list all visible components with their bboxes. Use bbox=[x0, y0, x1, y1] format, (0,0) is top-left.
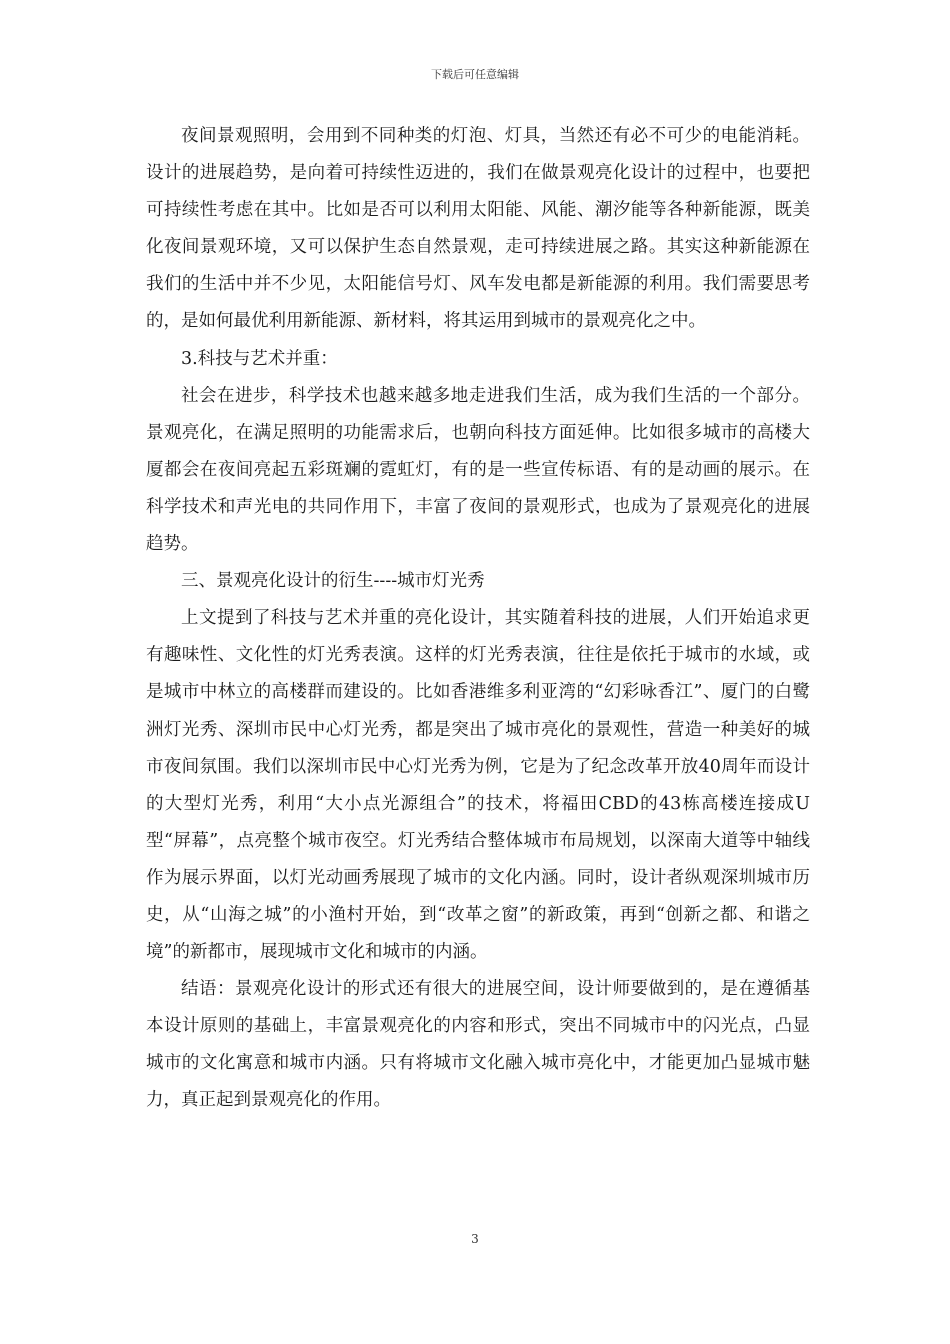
paragraph-sustainability: 夜间景观照明，会用到不同种类的灯泡、灯具，当然还有必不可少的电能消耗。设计的进展趋势，是向着可持续性迈进的，我们在做景观亮化设计的过程中，也要把可持续性考虑在其中。比如是否可以利用太阳能、风能、潮汐能等各种新能源，既美化夜间景观环境，又可以保护生态自然景观，走可持续进展之路。其实这种新能源在我们的生活中并不少见，太阳能信号灯、风车发电都是新能源的利用。我们需要思考的，是如何最优利用新能源、新材料，将其运用到城市的景观亮化之中。 bbox=[146, 126, 810, 332]
paragraph-light-show: 上文提到了科技与艺术并重的亮化设计，其实随着科技的进展，人们开始追求更有趣味性、文化性的灯光秀表演。这样的灯光秀表演，往往是依托于城市的水域，或是城市中林立的高楼群而建设的。比如香港维多利亚湾的“幻彩咏香江”、厦门的白鹭洲灯光秀、深圳市民中心灯光秀，都是突出了城市亮化的景观性，营造一种美好的城市夜间氛围。我们以深圳市民中心灯光秀为例，它是为了纪念改革开放40周年而设计的大型灯光秀，利用“大小点光源组合”的技术，将福田CBD的43栋高楼连接成U型“屏幕”，点亮整个城市夜空。灯光秀结合整体城市布局规划，以深南大道等中轴线作为展示界面，以灯光动画秀展现了城市的文化内涵。同时，设计者纵观深圳城市历史，从“山海之城”的小渔村开始，到“改革之窗”的新政策，再到“创新之都、和谐之境”的新都市，展现城市文化和城市的内涵。 bbox=[146, 608, 810, 963]
section-heading-light-show: 三、景观亮化设计的衍生----城市灯光秀 bbox=[181, 571, 485, 592]
paragraph-conclusion: 结语：景观亮化设计的形式还有很大的进展空间，设计师要做到的，是在遵循基本设计原则的基础上，丰富景观亮化的内容和形式，突出不同城市中的闪光点，凸显城市的文化寓意和城市内涵。只有将城市文化融入城市亮化中，才能更加凸显城市魅力，真正起到景观亮化的作用。 bbox=[146, 979, 810, 1111]
paragraph-tech-art: 社会在进步，科学技术也越来越多地走进我们生活，成为我们生活的一个部分。景观亮化，在满足照明的功能需求后，也朝向科技方面延伸。比如很多城市的高楼大厦都会在夜间亮起五彩斑斓的霓虹灯，有的是一些宣传标语、有的是动画的展示。在科学技术和声光电的共同作用下，丰富了夜间的景观形式，也成为了景观亮化的进展趋势。 bbox=[146, 385, 810, 555]
section-heading-tech-art: 3.科技与艺术并重： bbox=[181, 348, 338, 369]
page-header: 下载后可任意编辑 bbox=[431, 68, 519, 81]
page-number: 3 bbox=[471, 1232, 479, 1246]
document-body bbox=[146, 118, 810, 1120]
